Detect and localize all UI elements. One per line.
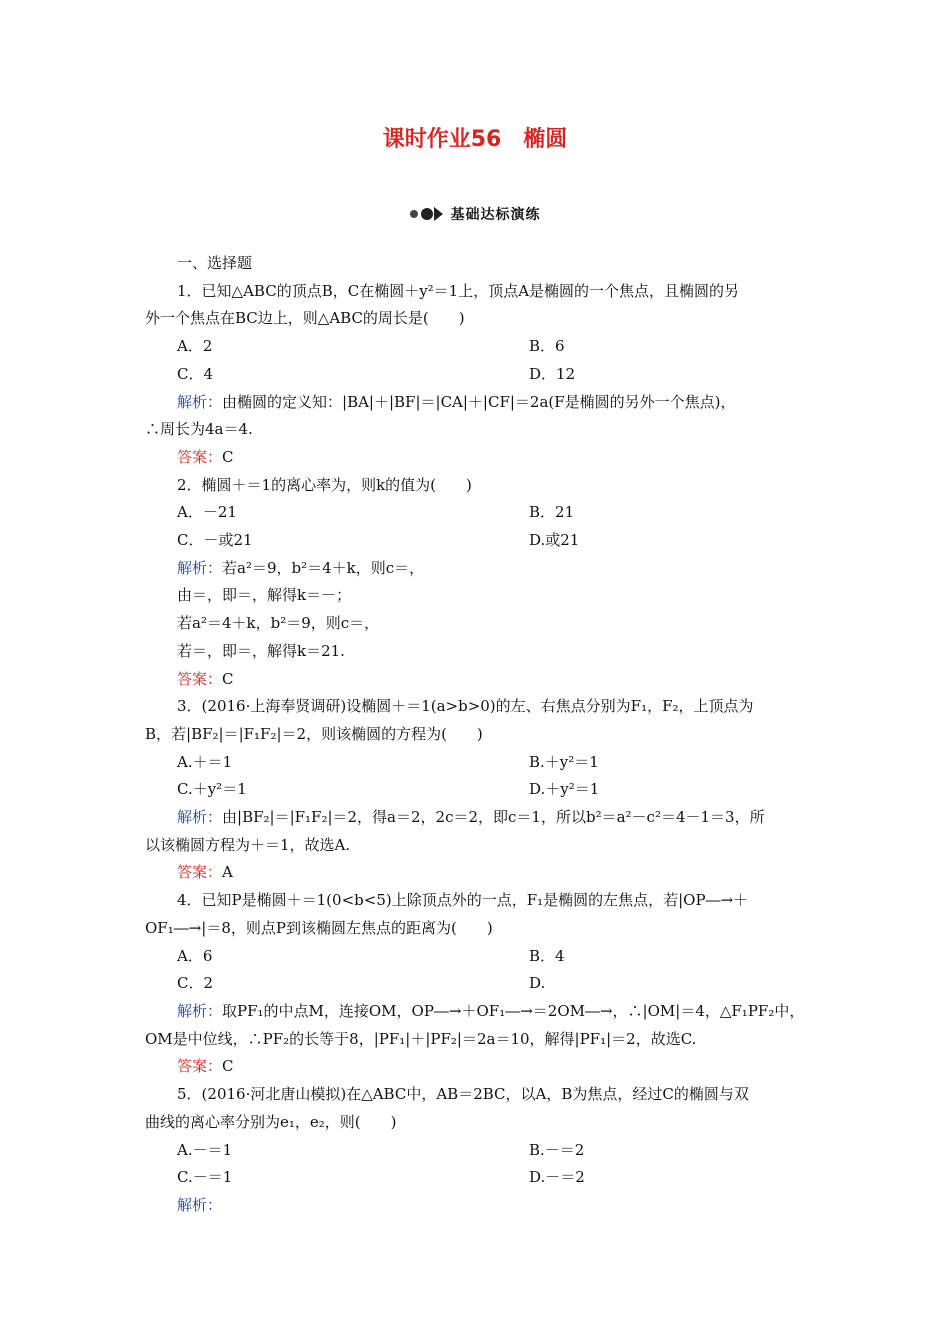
option-choice: B.＋y²＝1 [529,752,599,771]
analysis-continuation: 由＝，即＝，解得k＝－； [177,586,352,605]
options-row [145,333,815,361]
answer-line [145,859,815,887]
answer-line [145,666,815,694]
options-row [145,776,815,804]
answer-label: 答案： [177,447,223,466]
options-row [145,970,815,998]
analysis-label: 解析： [177,1001,223,1020]
answer-value: C [222,1057,234,1076]
problem-block [145,278,815,472]
answer-label: 答案： [177,669,223,688]
answer-value: A [222,863,233,882]
options-row [145,749,815,777]
answer-value: C [222,447,234,466]
analysis-line [145,804,815,832]
problem-stem-line: 3．(2016·上海奉贤调研)设椭圆＋＝1(a>b>0)的左、右焦点分别为F₁，F₂，上顶点为 [177,697,754,716]
option-choice: C．－或21 [177,531,253,550]
analysis-label: 解析： [177,1195,223,1214]
problem-stem-line: 曲线的离心率分别为e₁，e₂，则( ) [145,1112,397,1131]
analysis-text: 由椭圆的定义知：|BA|＋|BF|＝|CA|＋|CF|＝2a(F是椭圆的另外一个焦点)， [222,392,736,411]
analysis-continuation: 若a²＝4＋k，b²＝9，则c＝， [177,614,380,633]
option-choice: C．4 [177,364,214,383]
analysis-line [145,555,815,583]
answer-label: 答案： [177,863,223,882]
option-choice: A．2 [177,337,213,356]
analysis-text: 取PF₁的中点M，连接OM，OP―→＋OF₁―→＝2OM―→，∴|OM|＝4，△F₁PF₂中， [222,1001,805,1020]
banner-label: 基础达标演练 [450,207,541,223]
option-choice: B.－＝2 [529,1140,585,1159]
problem-stem-line: 4．已知P是椭圆＋＝1(0<b<5)上除顶点外的一点，F₁是椭圆的左焦点，若|OP―→＋ [177,891,749,910]
document-body [145,250,815,1220]
problem-stem-line: 1．已知△ABC的顶点B，C在椭圆＋y²＝1上，顶点A是椭圆的一个焦点，且椭圆的另 [177,281,740,300]
problem-stem-line: 外一个焦点在BC边上，则△ABC的周长是( ) [145,309,465,328]
options-row [145,1137,815,1165]
option-choice: D.－＝2 [529,1168,585,1187]
answer-line [145,444,815,472]
option-choice: A.－＝1 [177,1140,233,1159]
option-choice: C.－＝1 [177,1168,233,1187]
answer-value: C [222,669,234,688]
page-title: 课时作业56 椭圆 [382,127,568,152]
options-row [145,943,815,971]
option-choice: D. [529,974,546,993]
options-row [145,1164,815,1192]
analysis-label: 解析： [177,392,223,411]
analysis-text: 由|BF₂|＝|F₁F₂|＝2，得a＝2，2c＝2，即c＝1，所以b²＝a²－c²＝4－1＝3，所 [222,808,765,827]
options-row [145,527,815,555]
option-choice: B．21 [529,503,575,522]
analysis-line [145,998,815,1026]
problem-block [145,472,815,694]
option-choice: B．4 [529,946,565,965]
option-choice: B．6 [529,337,565,356]
option-choice: A．6 [177,946,213,965]
analysis-text: 若a²＝9，b²＝4＋k，则c＝， [222,558,425,577]
problem-block [145,693,815,887]
option-choice: C.＋y²＝1 [177,780,247,799]
analysis-continuation: 以该椭圆方程为＋＝1，故选A. [145,835,351,854]
problem-block [145,1081,815,1220]
option-choice: A．－21 [177,503,237,522]
answer-line [145,1053,815,1081]
problem-stem-line: OF₁―→|＝8，则点P到该椭圆左焦点的距离为( ) [145,918,493,937]
problem-block [145,887,815,1081]
analysis-line [145,389,815,417]
problem-stem-line: 2．椭圆＋＝1的离心率为，则k的值为( ) [177,475,472,494]
options-row [145,361,815,389]
analysis-line [145,1192,815,1220]
option-choice: A.＋＝1 [177,752,233,771]
analysis-continuation: 若＝，即＝，解得k＝21. [177,641,345,660]
section-heading: 一、选择题 [177,254,253,272]
option-choice: D.＋y²＝1 [529,780,600,799]
problem-list [145,278,815,1220]
banner-decoration-icon [410,207,447,221]
analysis-continuation: ∴周长为4a＝4. [145,420,253,439]
problem-stem-line: B，若|BF₂|＝|F₁F₂|＝2，则该椭圆的方程为( ) [145,724,483,743]
problem-stem-line: 5．(2016·河北唐山模拟)在△ABC中，AB＝2BC，以A，B为焦点，经过C的椭圆与双 [177,1085,749,1104]
section-banner [0,203,950,225]
analysis-label: 解析： [177,808,223,827]
analysis-label: 解析： [177,558,223,577]
option-choice: D.或21 [529,531,580,550]
answer-label: 答案： [177,1057,223,1076]
options-row [145,499,815,527]
option-choice: C．2 [177,974,214,993]
option-choice: D．12 [529,364,576,383]
analysis-continuation: OM是中位线，∴PF₂的长等于8，|PF₁|＋|PF₂|＝2a＝10，解得|PF₁|＝2，故选C. [145,1029,697,1048]
